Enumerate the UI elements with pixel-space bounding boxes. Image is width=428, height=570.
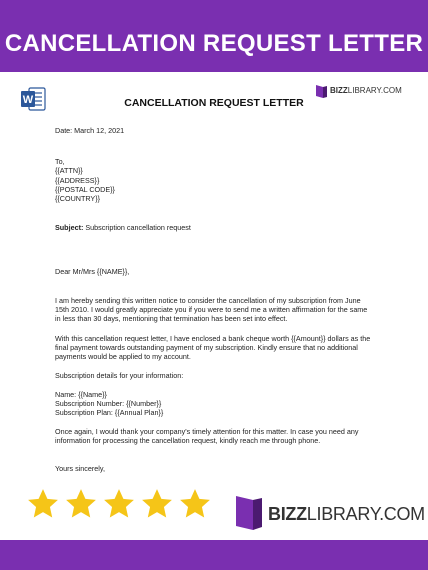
rating-stars — [26, 487, 212, 527]
salutation: Dear Mr/Mrs {{NAME}}, — [55, 267, 130, 276]
banner-title: CANCELLATION REQUEST LETTER — [4, 30, 424, 57]
recipient-address: {{ADDRESS}} — [55, 176, 100, 185]
star-icon — [178, 487, 212, 521]
recipient-to: To, — [55, 157, 65, 166]
details-intro: Subscription details for your information: — [55, 371, 184, 380]
paragraph-1-line-3: in less than 30 days, mentioning that termination has been set into effect. — [55, 314, 288, 323]
recipient-postal-code: {{POSTAL CODE}} — [55, 185, 115, 194]
recipient-country: {{COUNTRY}} — [55, 194, 101, 203]
recipient-attn: {{ATTN}} — [55, 166, 83, 175]
detail-number: Subscription Number: {{Number}} — [55, 399, 162, 408]
detail-plan: Subscription Plan: {{Annual Plan}} — [55, 408, 164, 417]
letter-date: Date: March 12, 2021 — [55, 126, 125, 135]
star-icon — [102, 487, 136, 521]
subject-label: Subject: — [55, 223, 84, 232]
svg-text:W: W — [22, 94, 34, 106]
bottom-band — [0, 540, 428, 570]
brand-small-text: BIZZLIBRARY.COM — [330, 86, 402, 95]
paragraph-3-line-2: information for processing the cancellation request, kindly reach me through phone. — [55, 436, 321, 445]
bizzlibrary-brand-large[interactable] — [236, 496, 425, 532]
paragraph-1-line-2: 15th 2010. I would greatly appreciate you if you were to send me a written affirmation for the same — [55, 305, 368, 314]
paragraph-1-line-1: I am hereby sending this written notice to consider the cancellation of my subscription from June — [55, 296, 361, 305]
paragraph-3-line-1: Once again, I would thank your company's timely attention for this matter. In case you need any — [55, 427, 359, 436]
paragraph-2-line-2: final payment towards outstanding payment of my subscription. Kindly ensure that no additional — [55, 343, 358, 352]
top-banner — [0, 0, 428, 72]
subject-line — [55, 223, 191, 232]
detail-name: Name: {{Name}} — [55, 390, 107, 399]
paragraph-2-line-3: payments would be applied to my account. — [55, 352, 191, 361]
brand-large-text: BIZZLIBRARY.COM — [268, 504, 425, 524]
closing: Yours sincerely, — [55, 464, 105, 473]
bizzlibrary-logo-icon — [236, 496, 262, 530]
star-icon — [140, 487, 174, 521]
letter-title: CANCELLATION REQUEST LETTER — [124, 97, 304, 109]
star-icon — [64, 487, 98, 521]
subject-text: Subscription cancellation request — [85, 223, 191, 232]
star-icon — [26, 487, 60, 521]
paragraph-2-line-1: With this cancellation request letter, I have enclosed a bank cheque worth {{Amount}} dollars as the — [55, 334, 371, 343]
